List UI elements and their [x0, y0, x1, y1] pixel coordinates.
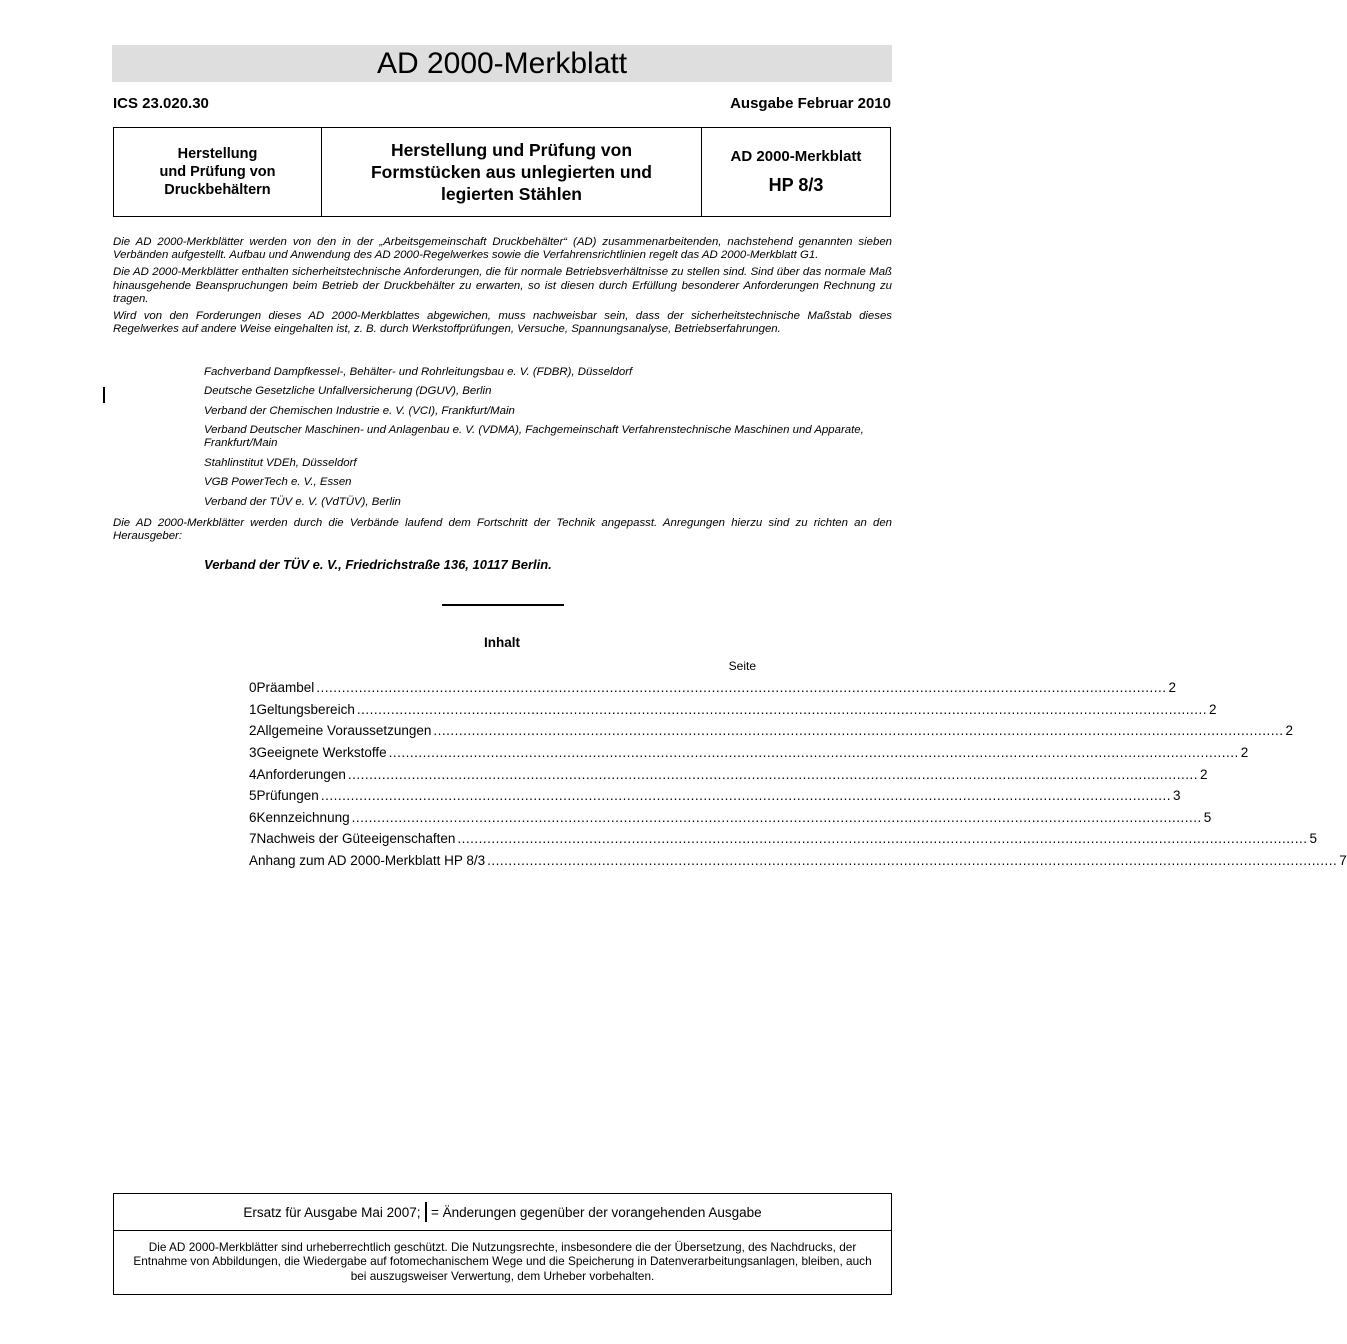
organization-list — [204, 366, 864, 515]
intro-paragraph: Die AD 2000-Merkblätter enthalten sicherheitstechnische Anforderungen, die für normale Betriebsverhältnisse zu stellen sind. Sind über das normale Maß hinausgehende Beanspruchungen beim Betrieb der Druckbehälter zu erwarten, so ist diesen durch Erfüllung besonderer Anforderungen Rechnung zu tragen. — [113, 266, 892, 305]
toc-text: Geeignete Werkstoffe — [256, 745, 387, 761]
footer-edition-note — [114, 1194, 891, 1231]
intro-paragraph: Die AD 2000-Merkblätter werden von den in der „Arbeitsgemeinschaft Druckbehälter“ (AD) zusammenarbeitenden, nachstehend genannten sieben Verbänden aufgestellt. Aufbau und Anwendung des AD 2000-Regelwerkes sowie die Verfahrensrichtlinien regelt das AD 2000-Merkblatt G1. — [113, 236, 892, 262]
subject-cell — [322, 128, 702, 216]
subject-text: Herstellung und Prüfung von Formstücken aus unlegierten und legierten Stählen — [370, 140, 653, 204]
toc-leader: ........................................................................................................................................................................................................ — [388, 745, 1239, 761]
toc-number: 4 — [249, 766, 257, 782]
doc-id: HP 8/3 — [768, 175, 824, 195]
toc-number: 3 — [249, 745, 257, 761]
classification-table — [113, 127, 891, 217]
toc-page: 2 — [1168, 680, 1176, 696]
edition-date: Ausgabe Februar 2010 — [730, 95, 891, 112]
changes-note: = Änderungen gegenüber der vorangehenden Ausgabe — [430, 1204, 762, 1220]
toc-page: 7 — [1339, 853, 1347, 869]
toc-leader: ........................................................................................................................................................................................................ — [457, 831, 1308, 847]
toc-page: 5 — [1203, 809, 1212, 825]
toc-entry[interactable] — [249, 763, 1208, 785]
table-of-contents — [249, 677, 1347, 871]
copyright-notice: Die AD 2000-Merkblätter sind urheberrechtlich geschützt. Die Nutzungsrechte, insbesondere die der Übersetzung, des Nachdrucks, der Entnahme von Abbildungen, die Wiedergabe auf fotomechanischem Wege und die Speicherung in Datenverarbeitungsanlagen, bleiben, auch bei auszugsweiser Verwertung, dem Urheber vorbehalten. — [133, 1240, 872, 1283]
toc-text: Anforderungen — [256, 766, 346, 782]
footer-box — [113, 1193, 892, 1295]
toc-page: 2 — [1200, 766, 1208, 782]
toc-text: Präambel — [256, 680, 315, 696]
toc-number: 1 — [249, 701, 257, 717]
section-divider — [442, 604, 564, 606]
intro-section — [113, 236, 892, 340]
toc-leader: ........................................................................................................................................................................................................ — [320, 788, 1171, 804]
organization-item: Fachverband Dampfkessel-, Behälter- und Rohrleitungsbau e. V. (FDBR), Düsseldorf — [204, 366, 633, 378]
toc-page-label: Seite — [728, 659, 756, 673]
toc-number: 6 — [249, 809, 257, 825]
toc-page: 5 — [1309, 831, 1318, 847]
organization-item: Verband Deutscher Maschinen- und Anlagenbau e. V. (VDMA), Fachgemeinschaft Verfahrenstechnische Maschinen und Apparate, Frankfurt/Main — [204, 424, 864, 450]
toc-text: Prüfungen — [256, 788, 319, 804]
change-bar-symbol — [425, 1202, 427, 1222]
toc-leader: ........................................................................................................................................................................................................ — [351, 809, 1202, 825]
organization-item: Deutsche Gesetzliche Unfallversicherung (DGUV), Berlin — [204, 385, 492, 398]
toc-number: 0 — [249, 680, 257, 696]
toc-text: Geltungsbereich — [256, 701, 355, 717]
doc-id-cell — [702, 128, 890, 216]
toc-page: 3 — [1172, 788, 1181, 804]
toc-annex-entry[interactable] — [249, 850, 1347, 872]
toc-title: Inhalt — [484, 635, 520, 650]
publisher-address: Verband der TÜV e. V., Friedrichstraße 136, 10117 Berlin. — [204, 557, 552, 572]
toc-text: Kennzeichnung — [256, 809, 350, 825]
toc-leader: ........................................................................................................................................................................................................ — [487, 853, 1338, 869]
organization-item: Verband der TÜV e. V. (VdTÜV), Berlin — [204, 495, 401, 508]
change-marker — [103, 387, 105, 403]
organization-item: Verband der Chemischen Industrie e. V. (VCI), Frankfurt/Main — [204, 404, 515, 417]
toc-text: Allgemeine Voraussetzungen — [256, 723, 432, 739]
toc-entry[interactable] — [249, 785, 1181, 807]
toc-number: 2 — [249, 723, 257, 739]
replacement-note: Ersatz für Ausgabe Mai 2007; — [243, 1204, 421, 1220]
toc-entry[interactable] — [249, 828, 1318, 850]
toc-page: 2 — [1240, 745, 1249, 761]
toc-text: Nachweis der Güteeigenschaften — [256, 831, 456, 847]
document-title: AD 2000-Merkblatt — [112, 45, 892, 82]
toc-entry[interactable] — [249, 807, 1212, 829]
toc-number: 7 — [249, 831, 257, 847]
toc-page: 2 — [1285, 723, 1294, 739]
toc-leader: ........................................................................................................................................................................................................ — [316, 680, 1167, 696]
toc-page: 2 — [1208, 701, 1217, 717]
doc-type: AD 2000-Merkblatt — [730, 148, 862, 165]
organization-item: VGB PowerTech e. V., Essen — [204, 476, 352, 489]
toc-entry[interactable] — [249, 720, 1294, 742]
category-cell — [114, 128, 322, 216]
ics-code: ICS 23.020.30 — [113, 95, 209, 112]
toc-entry[interactable] — [249, 742, 1249, 764]
toc-leader: ........................................................................................................................................................................................................ — [356, 701, 1207, 717]
category-text: Herstellung und Prüfung von Druckbehältern — [159, 146, 276, 198]
toc-text: Anhang zum AD 2000-Merkblatt HP 8/3 — [249, 853, 486, 869]
intro-paragraph: Wird von den Forderungen dieses AD 2000-Merkblattes abgewichen, muss nachweisbar sein, dass der sicherheitstechnische Maßstab dieses Regelwerkes auf andere Weise eingehalten ist, z. B. durch Werkstoffprüfungen, Versuche, Spannungsanalyse, Betriebserfahrungen. — [113, 310, 892, 336]
toc-leader: ........................................................................................................................................................................................................ — [433, 723, 1284, 739]
outro-paragraph: Die AD 2000-Merkblätter werden durch die Verbände laufend dem Fortschritt der Technik angepasst. Anregungen hierzu sind zu richten an den Herausgeber: — [113, 517, 892, 543]
toc-entry[interactable] — [249, 699, 1217, 721]
toc-leader: ........................................................................................................................................................................................................ — [347, 766, 1198, 782]
toc-number: 5 — [249, 788, 257, 804]
organization-item: Stahlinstitut VDEh, Düsseldorf — [204, 456, 357, 469]
toc-entry[interactable] — [249, 677, 1176, 699]
